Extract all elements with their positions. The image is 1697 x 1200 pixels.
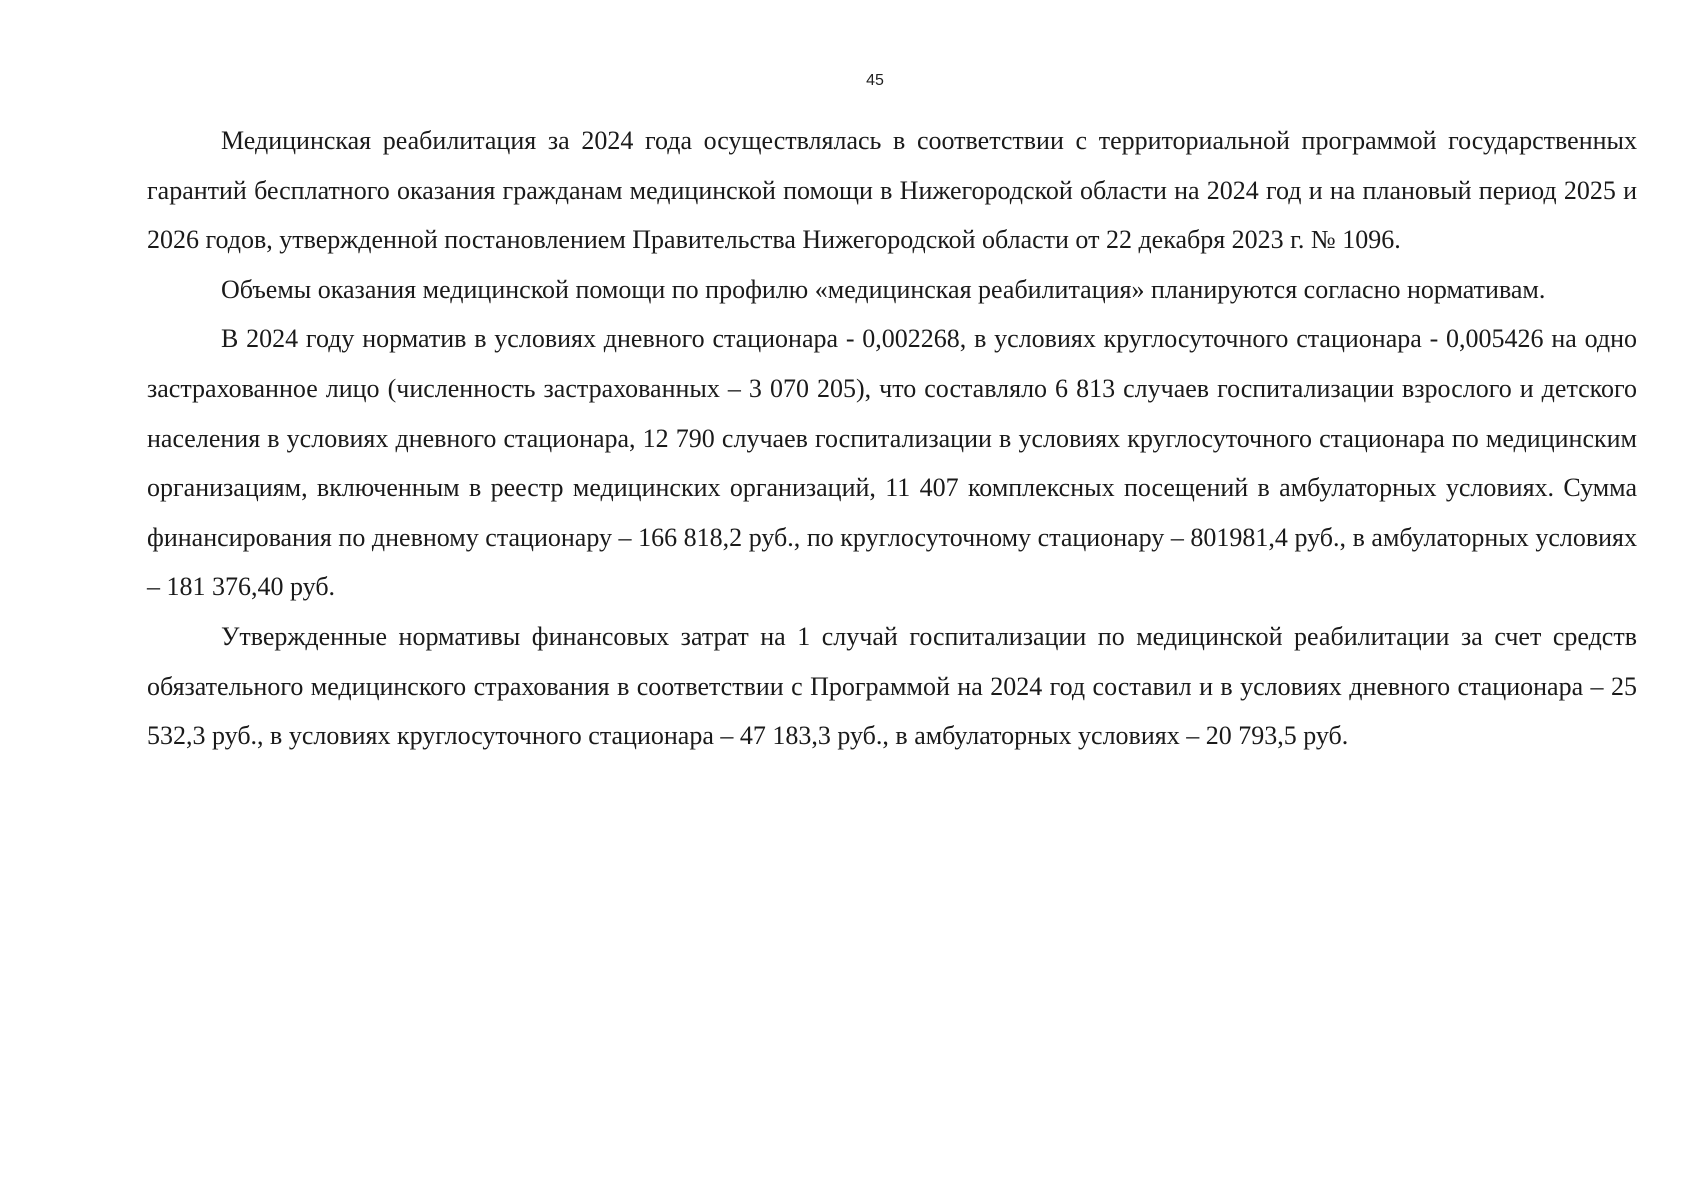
document-body xyxy=(147,116,1637,761)
paragraph-legal-basis: Медицинская реабилитация за 2024 года осуществлялась в соответствии с территориальной программой государственных гарантий бесплатного оказания гражданам медицинской помощи в Нижегородской области на 2024 год и на плановый период 2025 и 2026 годов, утвержденной постановлением Правительства Нижегородской области от 22 декабря 2023 г. № 1096. xyxy=(147,126,1637,255)
page-number: 45 xyxy=(866,72,884,89)
paragraph-normatives-2024: В 2024 году норматив в условиях дневного стационара - 0,002268, в условиях круглосуточного стационара - 0,005426 на одно застрахованное лицо (численность застрахованных – 3 070 205), что составляло 6 813 случаев госпитализации взрослого и детского населения в условиях дневного стационара, 12 790 случаев госпитализации в условиях круглосуточного стационара по медицинским организациям, включенным в реестр медицинских организаций, 11 407 комплексных посещений в амбулаторных условиях. Сумма финансирования по дневному стационару – 166 818,2 руб., по круглосуточному стационару – 801981,4 руб., в амбулаторных условиях – 181 376,40 руб. xyxy=(147,324,1637,602)
paragraph-volume-planning: Объемы оказания медицинской помощи по профилю «медицинская реабилитация» планируются согласно нормативам. xyxy=(221,274,1546,304)
paragraph-financial-norms: Утвержденные нормативы финансовых затрат на 1 случай госпитализации по медицинской реабилитации за счет средств обязательного медицинского страхования в соответствии с Программой на 2024 год составил и в условиях дневного стационара – 25 532,3 руб., в условиях круглосуточного стационара – 47 183,3 руб., в амбулаторных условиях – 20 793,5 руб. xyxy=(147,621,1637,751)
